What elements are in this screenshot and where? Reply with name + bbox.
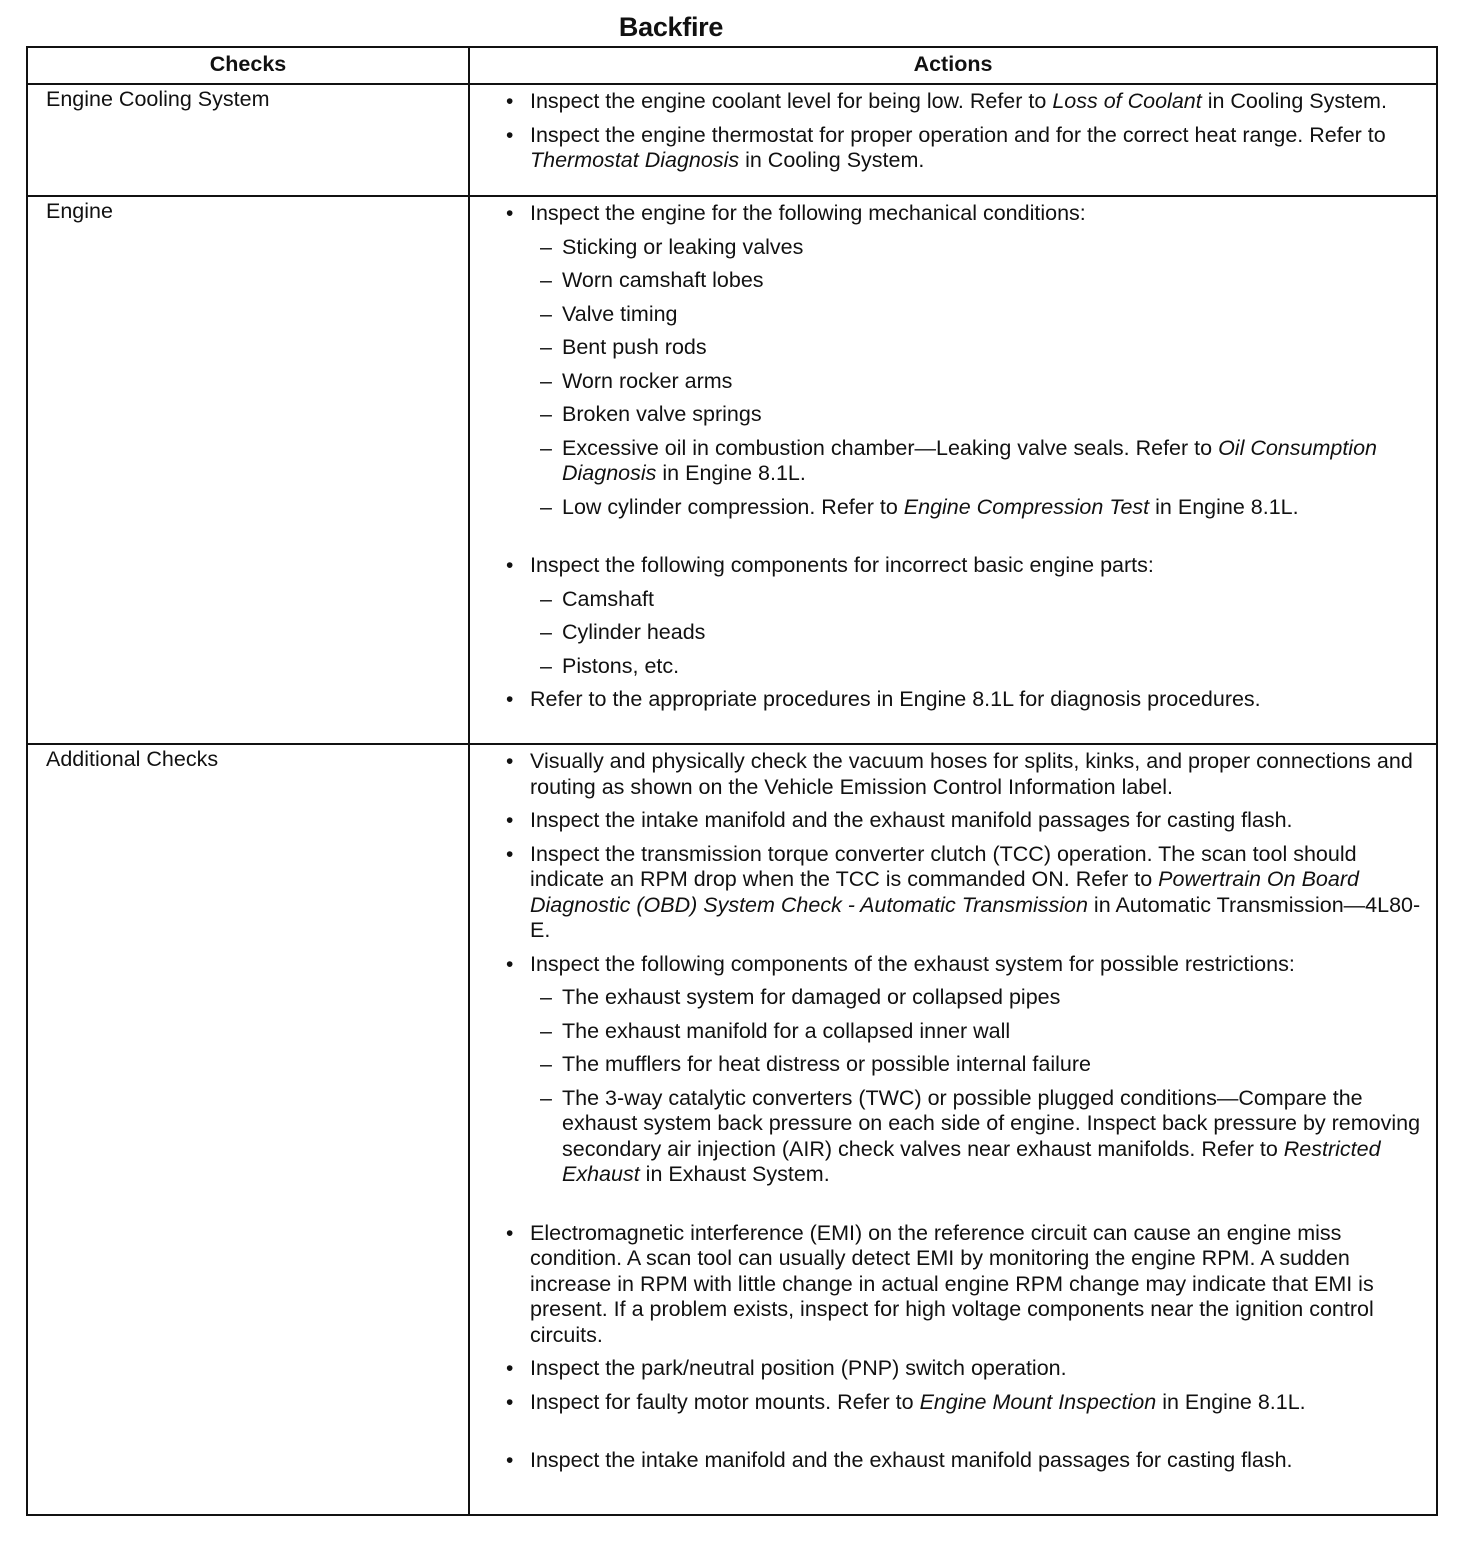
checks-column-header: Checks [27,47,469,84]
actions-cell [469,84,1437,196]
sub-item: – The mufflers for heat distress or possible internal failure [506,1052,1426,1078]
page-title: Backfire [618,12,724,42]
sub-item: – The exhaust system for damaged or collapsed pipes [506,985,1426,1011]
action-item: • Inspect the park/neutral position (PNP) switch operation. [506,1356,1426,1382]
reference-link: Restricted Exhaust [562,1136,1381,1186]
sub-item: – The 3-way catalytic converters (TWC) or possible plugged conditions—Compare the exhaust system back pressure on each side of engine. Inspect back pressure by removing secondary air injection (AIR) check valves near exhaust manifolds. Refer to Restricted Exhaust in Exhaust System. [506,1086,1426,1188]
action-item: • Visually and physically check the vacuum hoses for splits, kinks, and proper connections and routing as shown on the Vehicle Emission Control Information label. [506,749,1426,800]
action-item: • Inspect the engine for the following mechanical conditions: [506,201,1426,227]
reference-link: Thermostat Diagnosis [530,148,740,172]
actions-cell [469,744,1437,1515]
action-item: • Inspect the intake manifold and the exhaust manifold passages for casting flash. [506,808,1426,834]
sub-item: – Camshaft [506,587,1426,613]
backfire-diagnosis-table [26,46,1438,1516]
sub-item: – Bent push rods [506,335,1426,361]
action-item: • Inspect the intake manifold and the exhaust manifold passages for casting flash. [506,1448,1426,1474]
action-item: • Inspect for faulty motor mounts. Refer to Engine Mount Inspection in Engine 8.1L. [506,1390,1426,1416]
table-header-row [27,47,1437,84]
sub-item: – Broken valve springs [506,402,1426,428]
action-item: • Inspect the engine coolant level for being low. Refer to Loss of Coolant in Cooling System. [506,89,1426,115]
actions-cell [469,196,1437,744]
sub-item: – Worn rocker arms [506,369,1426,395]
action-item: • Inspect the transmission torque converter clutch (TCC) operation. The scan tool should indicate an RPM drop when the TCC is commanded ON. Refer to Powertrain On Board Diagnostic (OBD) System Check - Automatic Transmission in Automatic Transmission—4L80-E. [506,842,1426,944]
sub-item: – Excessive oil in combustion chamber—Leaking valve seals. Refer to Oil Consumption Diagnosis in Engine 8.1L. [506,436,1426,487]
table-row [27,196,1437,744]
sub-item: – Valve timing [506,302,1426,328]
sub-item: – Cylinder heads [506,620,1426,646]
action-item: • Refer to the appropriate procedures in Engine 8.1L for diagnosis procedures. [506,687,1426,713]
reference-link: Engine Compression Test [903,494,1150,519]
check-cell: Engine Cooling System [27,84,469,196]
action-item: • Inspect the engine thermostat for proper operation and for the correct heat range. Refer to Thermostat Diagnosis in Cooling System. [506,123,1426,174]
check-cell: Additional Checks [27,744,469,1515]
sub-item: – Worn camshaft lobes [506,268,1426,294]
sub-item: – Low cylinder compression. Refer to Engine Compression Test in Engine 8.1L. [506,495,1426,521]
sub-item: – Sticking or leaking valves [506,235,1426,261]
actions-column-header: Actions [469,47,1437,84]
table-row [27,744,1437,1515]
action-item: • Inspect the following components of the exhaust system for possible restrictions: [506,952,1426,978]
action-item: • Electromagnetic interference (EMI) on the reference circuit can cause an engine miss condition. A scan tool can usually detect EMI by monitoring the engine RPM. A sudden increase in RPM with little change in actual engine RPM change may indicate that EMI is present. If a problem exists, inspect for high voltage components near the ignition control circuits. [506,1221,1426,1349]
check-cell: Engine [27,196,469,744]
reference-link: Oil Consumption Diagnosis [562,435,1377,485]
action-item: • Inspect the following components for incorrect basic engine parts: [506,553,1426,579]
reference-link: Engine Mount Inspection [919,1389,1157,1414]
reference-link: Powertrain On Board Diagnostic (OBD) System Check - Automatic Transmission [530,867,1359,917]
sub-item: – Pistons, etc. [506,654,1426,680]
sub-item: – The exhaust manifold for a collapsed inner wall [506,1019,1426,1045]
reference-link: Loss of Coolant [1052,89,1202,113]
table-row [27,84,1437,196]
